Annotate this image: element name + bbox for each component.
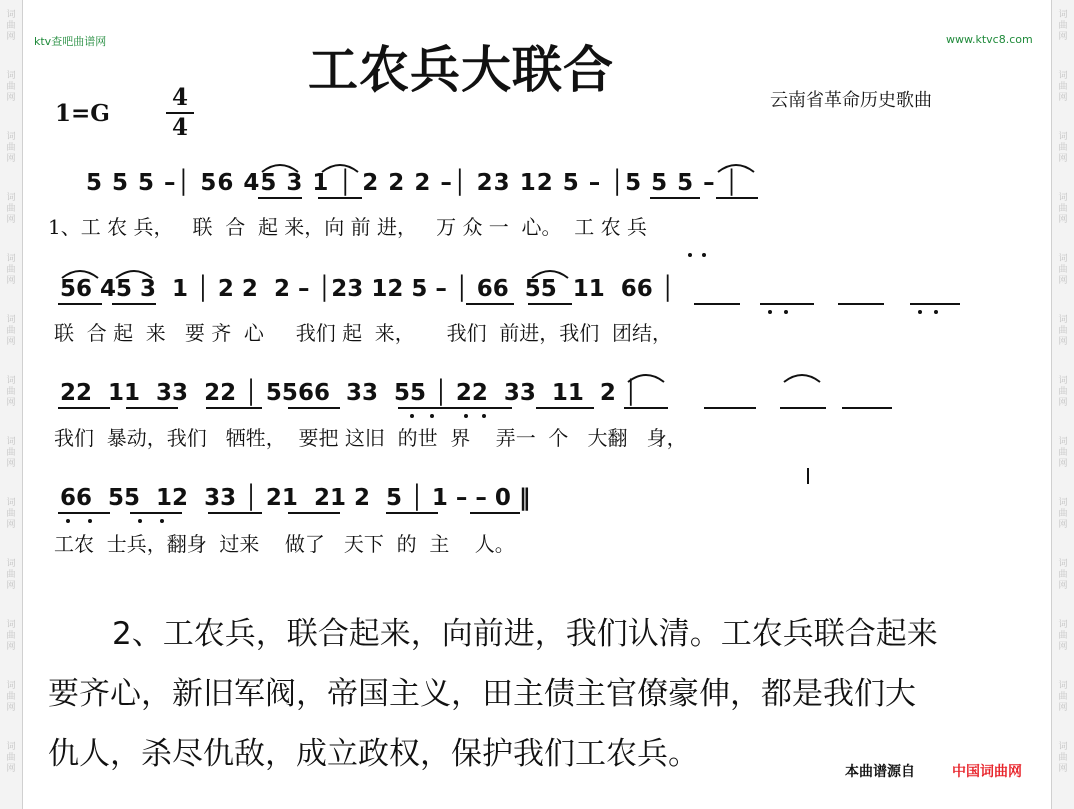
margin-watermark: 词 曲 网 [6,132,16,164]
notation-row-2: 56 45 3 1 │ 2 2 2 – │23 12 5 – │ 66 55 11 66 │ [60,276,675,302]
verse-2-line: 要齐心，新旧军阀，帝国主义，田主债主官僚豪伸，都是我们大 [48,676,916,712]
source-site-link[interactable]: 中国词曲网 [952,764,1022,780]
margin-watermark: 词 曲 网 [6,10,16,42]
margin-watermark: 词 曲 网 [1058,681,1068,713]
key-signature: 1=G [55,100,110,127]
margin-watermark: 词 曲 网 [1058,498,1068,530]
margin-watermark: 词 曲 网 [1058,10,1068,42]
notation-row-1: 5 5 5 –│ 56 45 3 1 │ 2 2 2 –│ 23 12 5 – │5 5 5 – │ [86,170,740,196]
margin-watermark: 词 曲 网 [6,620,16,652]
margin-watermark: 词 曲 网 [1058,315,1068,347]
margin-watermark: 词 曲 网 [1058,71,1068,103]
lyric-row-2: 联 合 起 来 要 齐 心 我们 起 来， 我们 前进，我们 团结， [54,321,673,345]
margin-watermark: 词 曲 网 [6,681,16,713]
song-subtitle: 云南省革命历史歌曲 [770,90,932,111]
time-signature-bottom: 4 [171,114,188,141]
margin-watermark: 词 曲 网 [6,193,16,225]
margin-watermark: 词 曲 网 [6,437,16,469]
song-title: 工农兵大联合 [308,40,614,99]
margin-watermark: 词 曲 网 [1058,620,1068,652]
notation-row-4: 66 55 12 33 │ 21 21 2 5 │ 1 – – 0 ‖ [60,485,531,511]
margin-watermark: 词 曲 网 [6,254,16,286]
verse-2-line: 2、工农兵，联合起来，向前进，我们认清。工农兵联合起来 [112,616,938,652]
margin-watermark: 词 曲 网 [1058,376,1068,408]
notation-row-3: 22 11 33 22 │ 5566 33 55 │ 22 33 11 2 │ [60,380,638,406]
site-watermark-left: ktv查吧曲谱网 [34,35,107,48]
margin-watermark: 词 曲 网 [1058,132,1068,164]
time-signature-top: 4 [166,84,194,114]
margin-watermark: 词 曲 网 [6,315,16,347]
margin-watermark: 词 曲 网 [1058,193,1068,225]
verse-2-text [48,604,1008,784]
margin-watermark: 词 曲 网 [6,71,16,103]
verse-2-line: 仇人，杀尽仇敌，成立政权，保护我们工农兵。 [48,736,699,772]
margin-watermark: 词 曲 网 [6,376,16,408]
lyric-row-4: 工农 士兵，翻身 过来 做了 天下 的 主 人。 [54,532,515,556]
margin-watermark: 词 曲 网 [1058,254,1068,286]
margin-watermark: 词 曲 网 [1058,742,1068,774]
margin-watermark: 词 曲 网 [6,559,16,591]
site-watermark-right: www.ktvc8.com [946,33,1033,46]
margin-watermark: 词 曲 网 [1058,437,1068,469]
source-label: 本曲谱源自 [845,764,915,780]
margin-watermark: 词 曲 网 [1058,559,1068,591]
lyric-row-1: 1、工 农 兵， 联 合 起 来，向 前 进， 万 众 一 心。 工 农 兵 [48,215,647,239]
lyric-row-3: 我们 暴动，我们 牺牲， 要把 这旧 的世 界 弄一 个 大翻 身， [54,426,687,450]
margin-watermark: 词 曲 网 [6,498,16,530]
margin-watermark: 词 曲 网 [6,742,16,774]
